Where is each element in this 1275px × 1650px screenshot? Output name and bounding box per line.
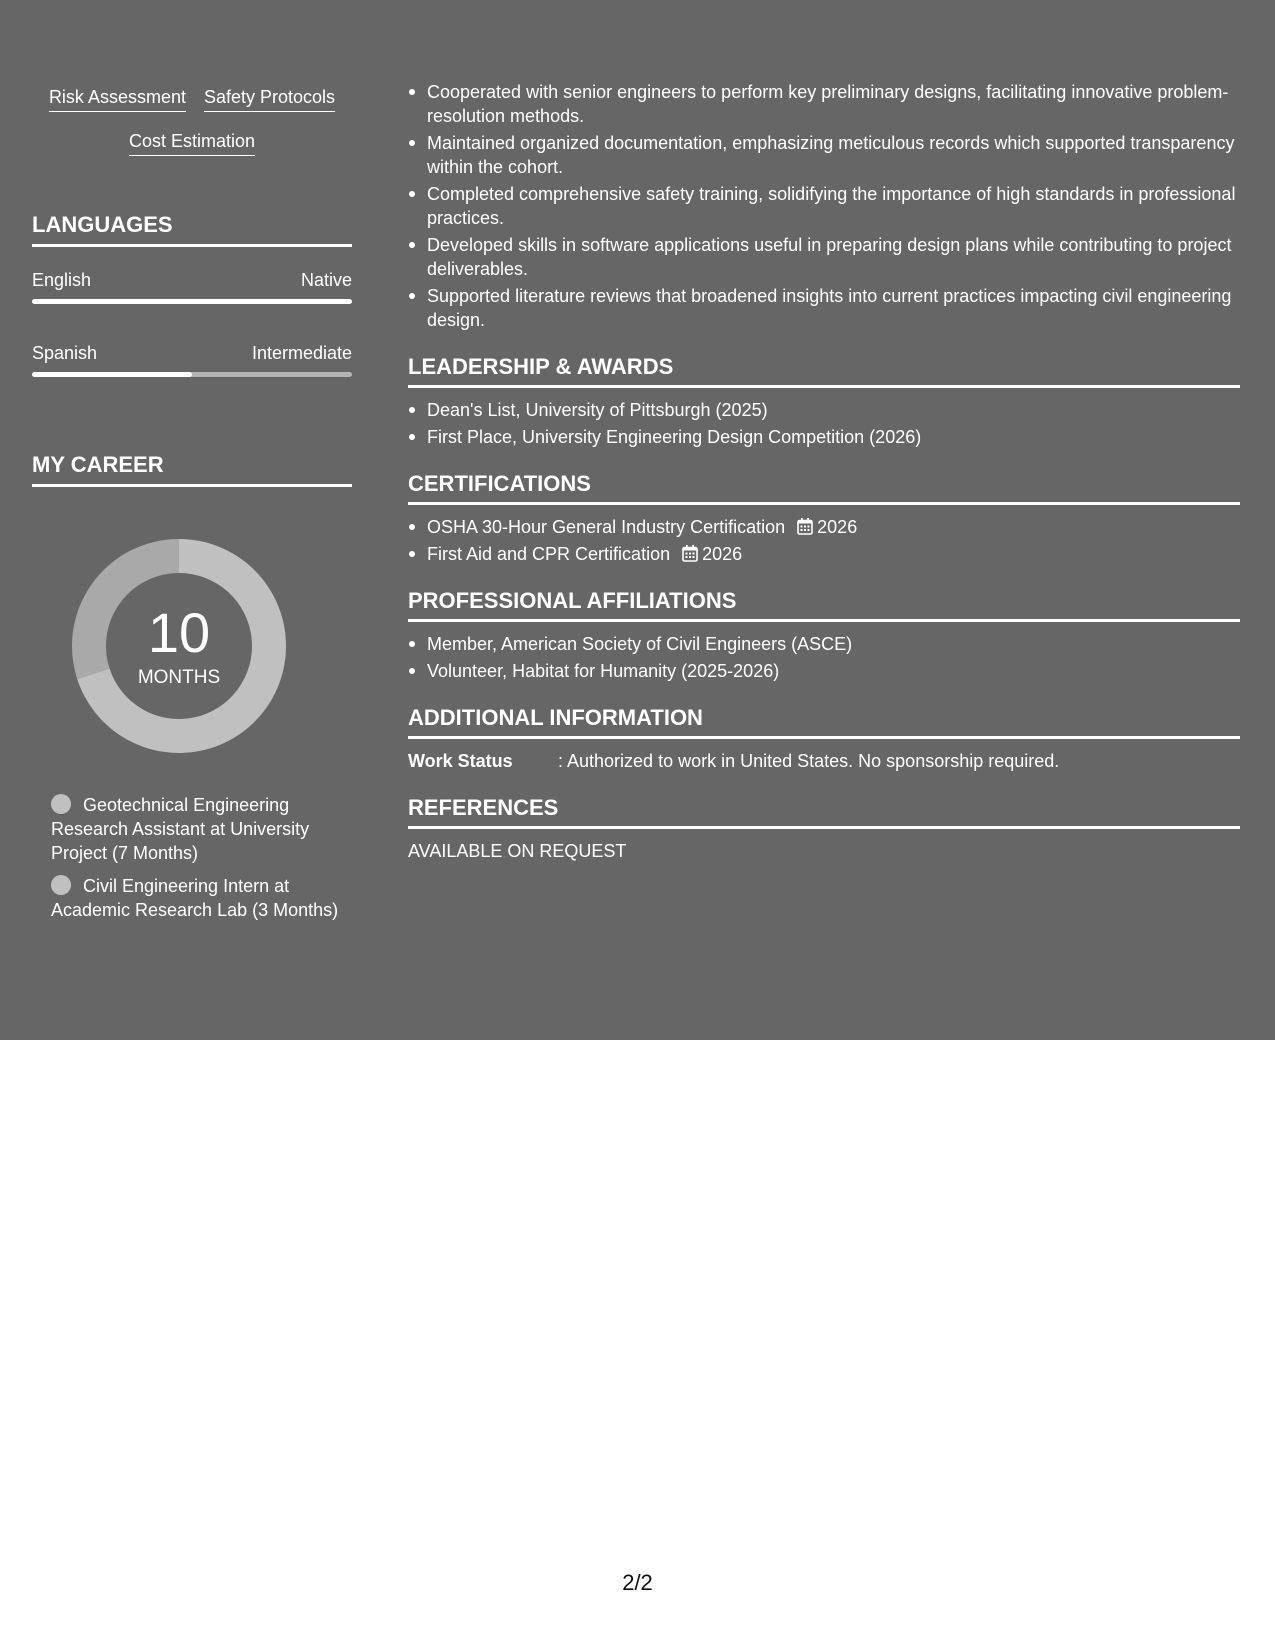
affiliations-list [408, 632, 1240, 683]
right-column [408, 80, 1240, 863]
career-item-text: Geotechnical Engineering Research Assistant at University Project (7 Months) [51, 795, 310, 863]
skills-row [32, 86, 352, 112]
skills-row [32, 130, 352, 156]
certifications-title: CERTIFICATIONS [408, 471, 1240, 505]
list-item: Developed skills in software applications useful in preparing design plans while contributing to project deliverables. [408, 233, 1240, 281]
language-bar [32, 299, 352, 304]
language-name: English [32, 270, 92, 290]
list-item: Volunteer, Habitat for Humanity (2025-2026) [408, 659, 1240, 683]
experience-bullets [408, 80, 1240, 332]
list-item: Dean's List, University of Pittsburgh (2025) [408, 398, 1240, 422]
affiliations-title: PROFESSIONAL AFFILIATIONS [408, 588, 1240, 622]
references-title: REFERENCES [408, 795, 1240, 829]
work-status-value: : Authorized to work in United States. No sponsorship required. [558, 751, 1060, 771]
career-unit: MONTHS [137, 667, 221, 688]
career-title: MY CAREER [32, 452, 352, 487]
certifications-list [408, 515, 1240, 566]
language-bar-fill [32, 299, 352, 304]
references-text: AVAILABLE ON REQUEST [408, 841, 627, 861]
skills-tags [32, 86, 352, 174]
language-level: Intermediate [251, 343, 352, 363]
calendar-icon [682, 545, 698, 562]
languages-section [32, 212, 352, 377]
language-item [32, 269, 352, 304]
career-dot-icon [51, 875, 71, 895]
career-section [32, 452, 352, 931]
list-item: Maintained organized documentation, emphasizing meticulous records which supported transparency within the cohort. [408, 131, 1240, 179]
skill-tag: Safety Protocols [204, 86, 335, 112]
leadership-list [408, 398, 1240, 449]
language-name: Spanish [32, 343, 98, 363]
certification-name: First Aid and CPR Certification [427, 544, 671, 564]
certification-year: 2026 [817, 517, 858, 537]
work-status-row [408, 749, 1240, 773]
career-total: 10 [147, 601, 211, 664]
certification-year: 2026 [702, 544, 743, 564]
list-item: Supported literature reviews that broadened insights into current practices impacting civil engineering design. [408, 284, 1240, 332]
calendar-icon [797, 518, 813, 535]
certification-name: OSHA 30-Hour General Industry Certification [427, 517, 786, 537]
work-status-label: Work Status [408, 751, 513, 771]
languages-title: LANGUAGES [32, 212, 352, 247]
leadership-title: LEADERSHIP & AWARDS [408, 354, 1240, 388]
career-list [51, 793, 341, 922]
career-item-text: Civil Engineering Intern at Academic Research Lab (3 Months) [51, 876, 339, 920]
list-item [408, 515, 1240, 539]
list-item: Cooperated with senior engineers to perform key preliminary designs, facilitating innovative problem-resolution methods. [408, 80, 1240, 128]
career-item [51, 793, 341, 865]
additional-info-title: ADDITIONAL INFORMATION [408, 705, 1240, 739]
skill-tag: Risk Assessment [49, 86, 186, 112]
career-donut [66, 533, 292, 759]
career-item [51, 874, 341, 922]
language-bar [32, 372, 352, 377]
list-item: Member, American Society of Civil Engineers (ASCE) [408, 632, 1240, 656]
career-dot-icon [51, 794, 71, 814]
page-number: 2/2 [622, 1570, 653, 1595]
language-item [32, 342, 352, 377]
list-item [408, 542, 1240, 566]
language-bar-fill [32, 372, 192, 377]
list-item: First Place, University Engineering Design Competition (2026) [408, 425, 1240, 449]
skill-tag: Cost Estimation [129, 130, 255, 156]
list-item: Completed comprehensive safety training, solidifying the importance of high standards in professional practices. [408, 182, 1240, 230]
language-level: Native [300, 270, 352, 290]
